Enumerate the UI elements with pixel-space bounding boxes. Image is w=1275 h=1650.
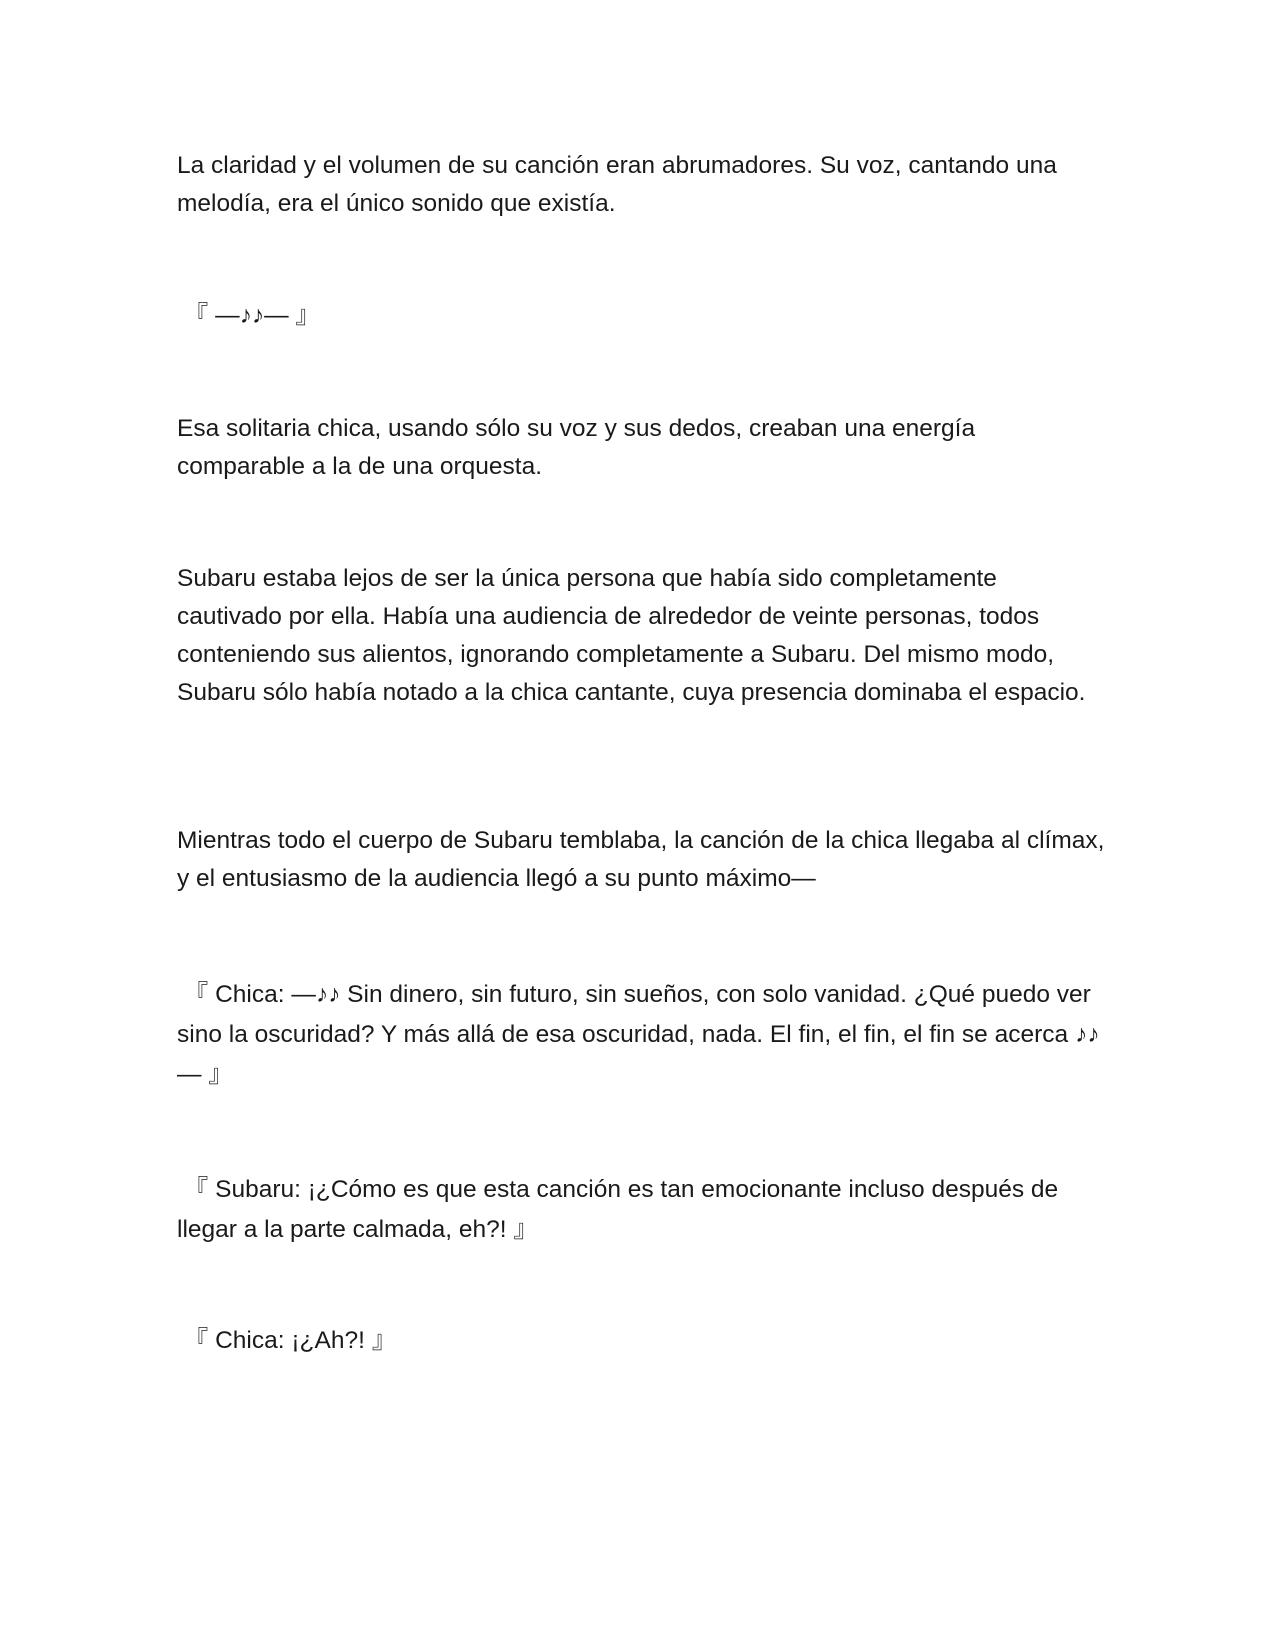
paragraph-dialogue-chica-song: 『 Chica: —♪♪ Sin dinero, sin futuro, sin sueños, con solo vanidad. ¿Qué puedo ver sino la oscuridad? Y más allá de esa oscuridad, nada. El fin, el fin, el fin se acerca ♪♪— 』 <box>177 981 1100 1088</box>
paragraph-narration-2: Esa solitaria chica, usando sólo su voz y sus dedos, creaban una energía comparable a la de una orquesta. <box>177 415 976 480</box>
paragraph-song-notes: 『 —♪♪— 』 <box>177 302 320 329</box>
paragraph-dialogue-subaru: 『 Subaru: ¡¿Cómo es que esta canción es tan emocionante incluso después de llegar a la parte calmada, eh?! 』 <box>177 1176 1059 1243</box>
paragraph-narration-1: La claridad y el volumen de su canción eran abrumadores. Su voz, cantando una melodía, era el único sonido que existía. <box>177 152 1057 217</box>
paragraph-dialogue-chica: 『 Chica: ¡¿Ah?! 』 <box>177 1327 397 1354</box>
paragraph-narration-3: Subaru estaba lejos de ser la única persona que había sido completamente cautivado por ella. Había una audiencia de alrededor de veinte personas, todos conteniendo sus alientos, ignorando completamente a Subaru. Del mismo modo, Subaru sólo había notado a la chica cantante, cuya presencia dominaba el espacio. <box>177 565 1086 706</box>
paragraph-narration-4: Mientras todo el cuerpo de Subaru temblaba, la canción de la chica llegaba al clímax, y el entusiasmo de la audiencia llegó a su punto máximo— <box>177 827 1105 892</box>
